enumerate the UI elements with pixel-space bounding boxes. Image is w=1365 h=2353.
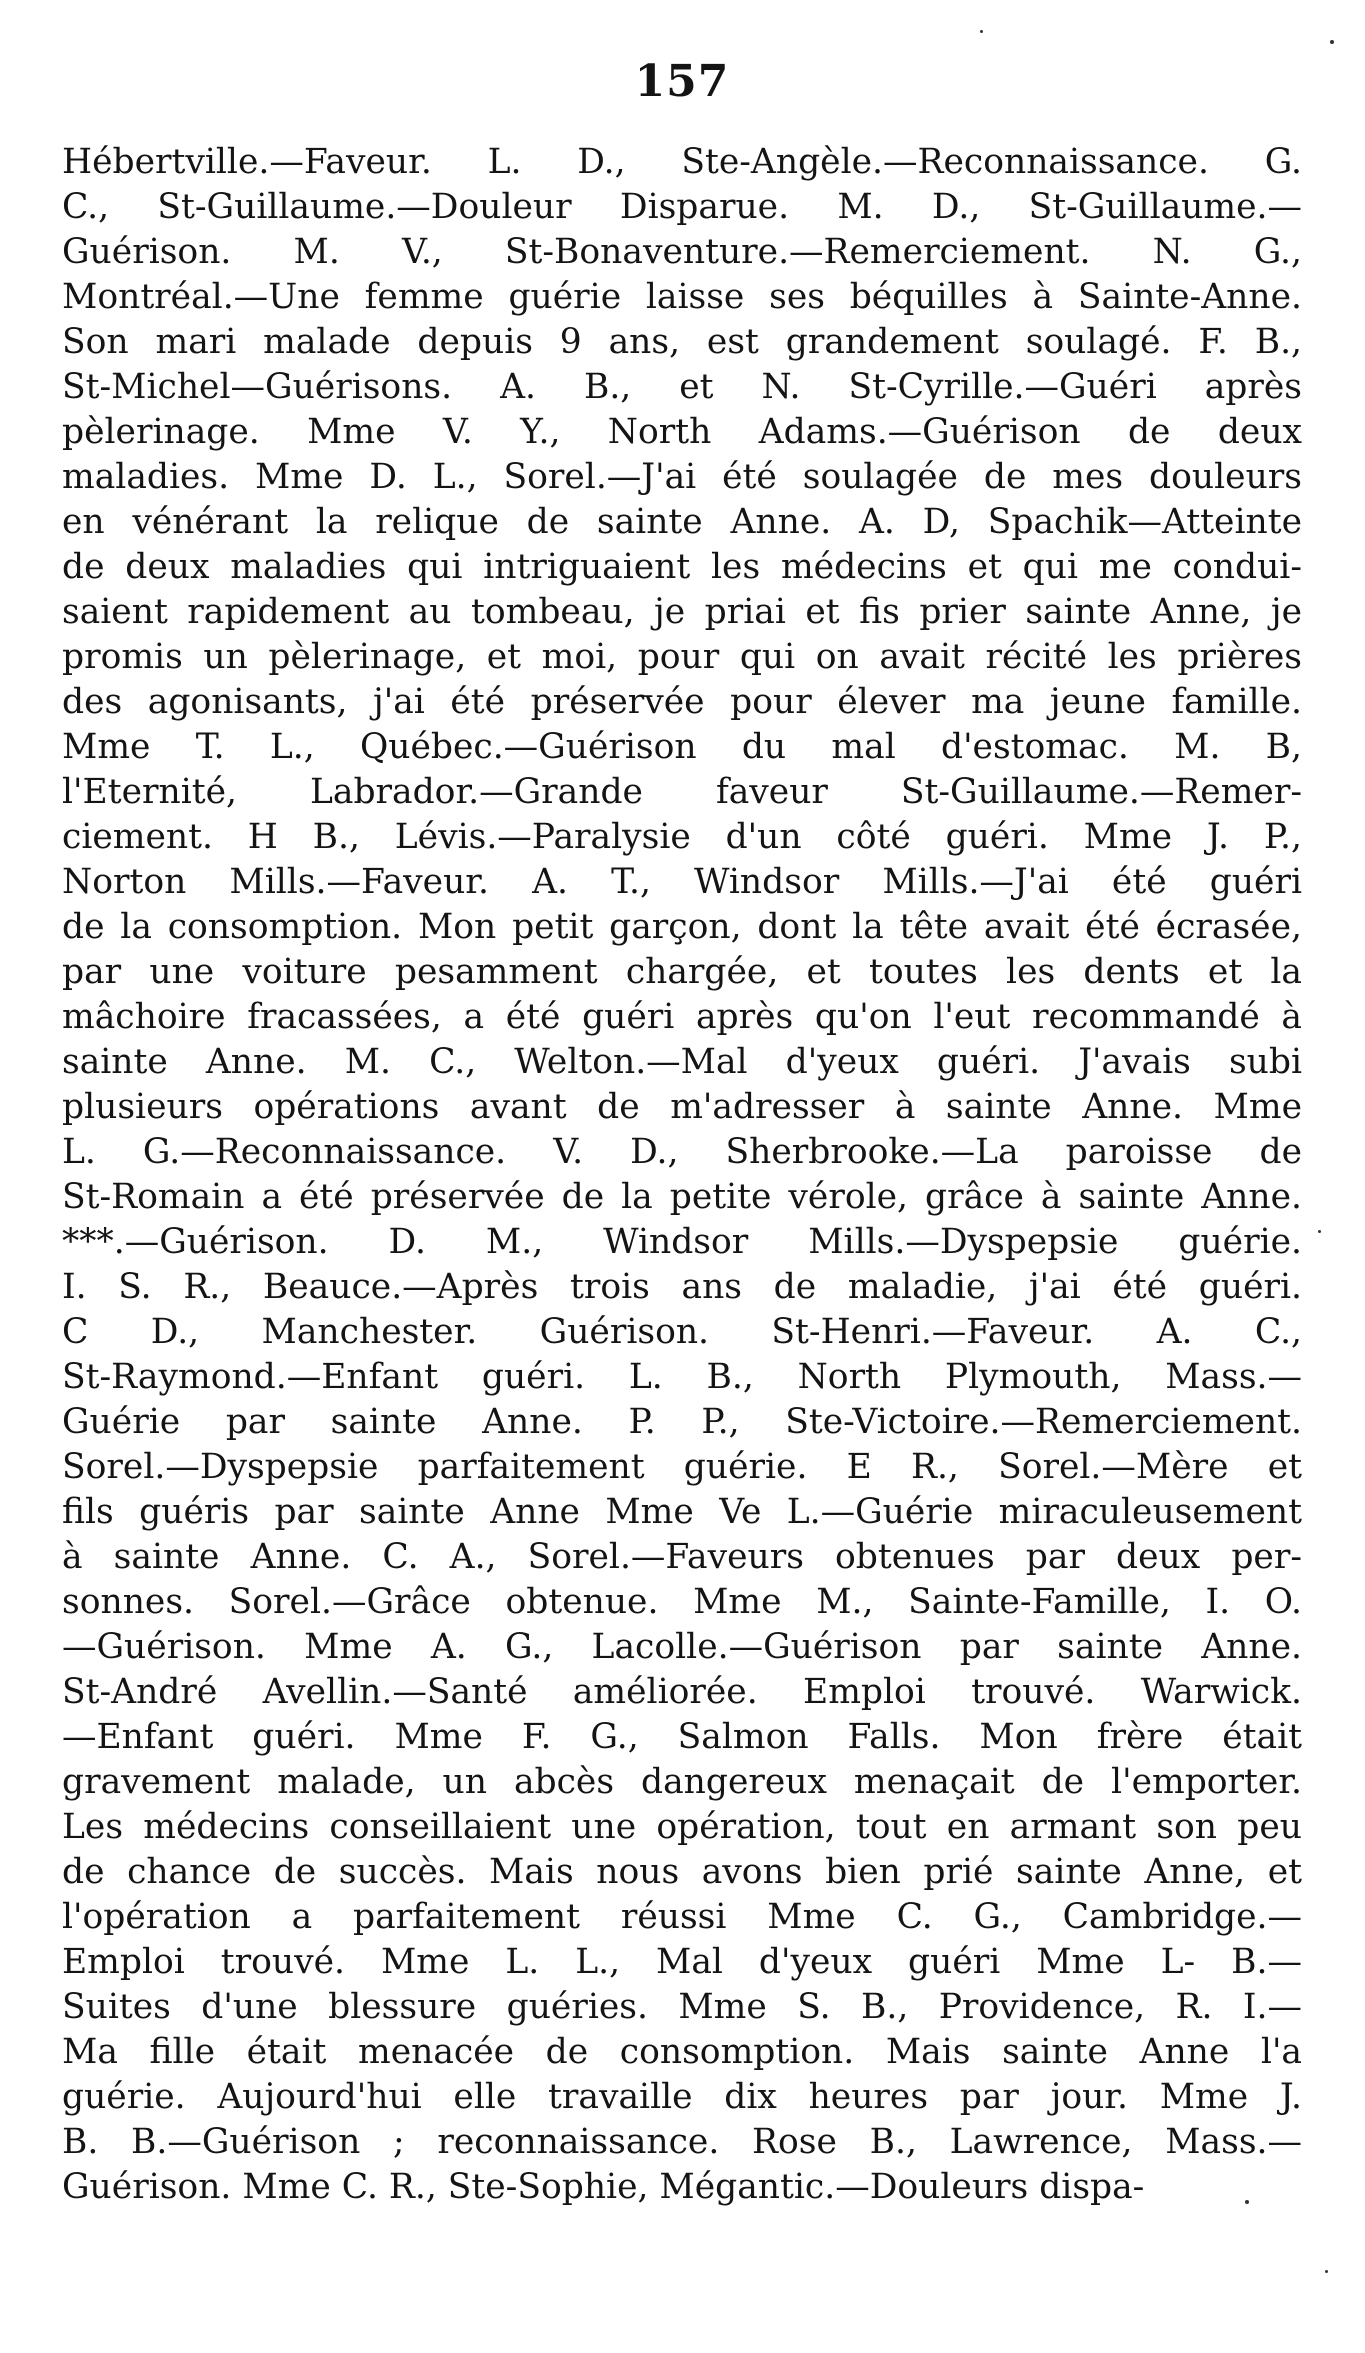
text-line: Sorel.—Dyspepsie parfaitement guérie. E R., Sorel.—Mère et (62, 1447, 1302, 1487)
page-number: 157 (634, 56, 730, 107)
body-text (62, 140, 1302, 2210)
text-line: de chance de succès. Mais nous avons bien prié sainte Anne, et (62, 1852, 1302, 1892)
text-line: ciement. H B., Lévis.—Paralysie d'un côté guéri. Mme J. P., (62, 817, 1302, 857)
text-line: Guérison. Mme C. R., Ste-Sophie, Mégantic.—Douleurs dispa- (62, 2167, 1145, 2207)
text-line: de la consomption. Mon petit garçon, dont la tête avait été écrasée, (62, 907, 1302, 947)
text-line: St-Romain a été préservée de la petite vérole, grâce à sainte Anne. (62, 1177, 1302, 1217)
text-line: gravement malade, un abcès dangereux menaçait de l'emporter. (62, 1762, 1302, 1802)
text-line: Mme T. L., Québec.—Guérison du mal d'estomac. M. B, (62, 727, 1302, 767)
text-line: fils guéris par sainte Anne Mme Ve L.—Guérie miraculeusement (62, 1492, 1302, 1532)
scan-speck (1330, 40, 1334, 44)
text-line: Guérie par sainte Anne. P. P., Ste-Victoire.—Remerciement. (62, 1402, 1302, 1442)
text-line: par une voiture pesamment chargée, et toutes les dents et la (62, 952, 1302, 992)
text-line: L. G.—Reconnaissance. V. D., Sherbrooke.—La paroisse de (62, 1132, 1302, 1172)
text-line: pèlerinage. Mme V. Y., North Adams.—Guérison de deux (62, 412, 1302, 452)
text-line: C., St-Guillaume.—Douleur Disparue. M. D., St-Guillaume.— (62, 187, 1302, 227)
text-line: Les médecins conseillaient une opération, tout en armant son peu (62, 1807, 1302, 1847)
text-line: I. S. R., Beauce.—Après trois ans de maladie, j'ai été guéri. (62, 1267, 1302, 1307)
text-line: St-Michel—Guérisons. A. B., et N. St-Cyrille.—Guéri après (62, 367, 1302, 407)
text-line: Norton Mills.—Faveur. A. T., Windsor Mills.—J'ai été guéri (62, 862, 1302, 902)
text-line: à sainte Anne. C. A., Sorel.—Faveurs obtenues par deux per- (62, 1537, 1302, 1577)
text-line: guérie. Aujourd'hui elle travaille dix heures par jour. Mme J. (62, 2077, 1302, 2117)
text-line: maladies. Mme D. L., Sorel.—J'ai été soulagée de mes douleurs (62, 457, 1302, 497)
text-line: l'opération a parfaitement réussi Mme C. G., Cambridge.— (62, 1897, 1302, 1937)
text-line: C D., Manchester. Guérison. St-Henri.—Faveur. A. C., (62, 1312, 1302, 1352)
text-line: ***.—Guérison. D. M., Windsor Mills.—Dyspepsie guérie. (62, 1222, 1302, 1262)
text-line: B. B.—Guérison ; reconnaissance. Rose B., Lawrence, Mass.— (62, 2122, 1302, 2162)
text-line: de deux maladies qui intriguaient les médecins et qui me condui- (62, 547, 1302, 587)
scan-speck (1318, 1230, 1321, 1233)
text-line: St-André Avellin.—Santé améliorée. Emploi trouvé. Warwick. (62, 1672, 1302, 1712)
text-line: l'Eternité, Labrador.—Grande faveur St-Guillaume.—Remer- (62, 772, 1302, 812)
text-line: sonnes. Sorel.—Grâce obtenue. Mme M., Sainte-Famille, I. O. (62, 1582, 1302, 1622)
text-line: Son mari malade depuis 9 ans, est grandement soulagé. F. B., (62, 322, 1302, 362)
text-line: sainte Anne. M. C., Welton.—Mal d'yeux guéri. J'avais subi (62, 1042, 1302, 1082)
text-line: en vénérant la relique de sainte Anne. A. D, Spachik—Atteinte (62, 502, 1302, 542)
text-line: Ma fille était menacée de consomption. Mais sainte Anne l'a (62, 2032, 1302, 2072)
scan-speck (980, 30, 983, 33)
text-line: St-Raymond.—Enfant guéri. L. B., North Plymouth, Mass.— (62, 1357, 1302, 1397)
scan-speck (1325, 2270, 1328, 2273)
book-page (62, 52, 1302, 2210)
text-line: mâchoire fracassées, a été guéri après qu'on l'eut recommandé à (62, 997, 1302, 1037)
text-line: des agonisants, j'ai été préservée pour élever ma jeune famille. (62, 682, 1302, 722)
text-line: Guérison. M. V., St-Bonaventure.—Remerciement. N. G., (62, 232, 1302, 272)
text-line: Hébertville.—Faveur. L. D., Ste-Angèle.—Reconnaissance. G. (62, 142, 1302, 182)
text-line: Montréal.—Une femme guérie laisse ses béquilles à Sainte-Anne. (62, 277, 1302, 317)
text-line: promis un pèlerinage, et moi, pour qui on avait récité les prières (62, 637, 1302, 677)
text-line: plusieurs opérations avant de m'adresser à sainte Anne. Mme (62, 1087, 1302, 1127)
text-line: Emploi trouvé. Mme L. L., Mal d'yeux guéri Mme L- B.— (62, 1942, 1302, 1982)
text-line: Suites d'une blessure guéries. Mme S. B., Providence, R. I.— (62, 1987, 1302, 2027)
text-line: —Guérison. Mme A. G., Lacolle.—Guérison par sainte Anne. (62, 1627, 1302, 1667)
text-line: —Enfant guéri. Mme F. G., Salmon Falls. Mon frère était (62, 1717, 1302, 1757)
text-line: saient rapidement au tombeau, je priai et fis prier sainte Anne, je (62, 592, 1302, 632)
scan-speck (1245, 2200, 1249, 2204)
